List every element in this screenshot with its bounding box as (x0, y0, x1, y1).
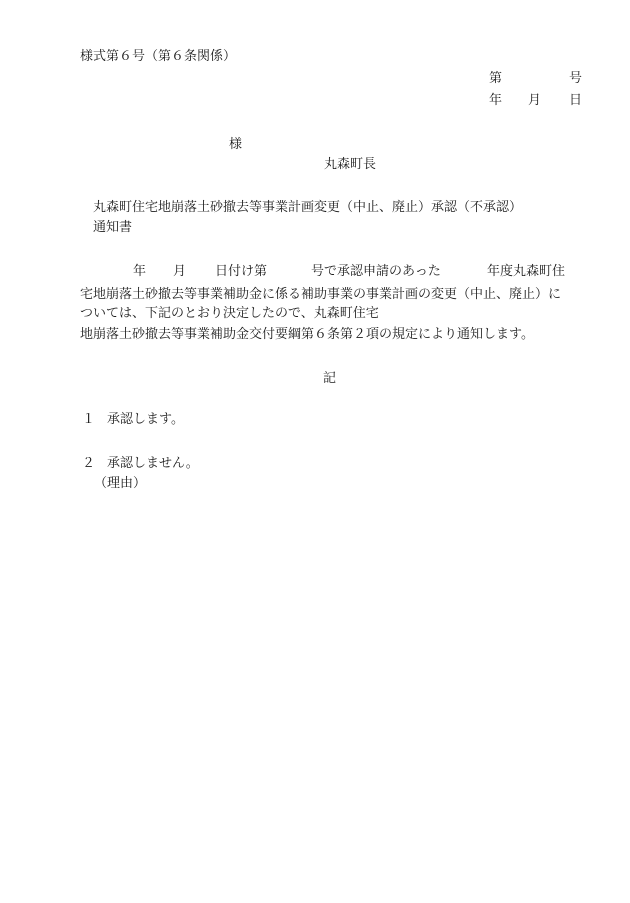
item-2-number: ２ (82, 456, 96, 471)
body-line-3: ついては、下記のとおり決定したので、丸森町住宅 (80, 306, 379, 321)
date-month-label: 月 (528, 93, 542, 108)
body-year-label: 年 (133, 264, 147, 279)
form-label: 様式第６号（第６条関係） (80, 49, 237, 64)
document-number-suffix: 号 (569, 71, 583, 86)
body-month-label: 月 (173, 264, 187, 279)
reason-label: （理由） (94, 476, 147, 491)
body-dated-number-label: 日付け第 (215, 264, 268, 279)
date-day-label: 日 (569, 93, 583, 108)
addressee-honorific: 様 (229, 137, 243, 152)
body-line-2: 宅地崩落土砂撤去等事業補助金に係る補助事業の事業計画の変更（中止、廃止）に (80, 287, 562, 302)
sender-name: 丸森町長 (324, 157, 377, 172)
item-2-text: 承認しません。 (107, 456, 199, 471)
item-1-text: 承認します。 (107, 412, 184, 427)
body-line-4: 地崩落土砂撤去等事業補助金交付要綱第６条第２項の規定により通知します。 (80, 327, 534, 342)
document-title-line-1: 丸森町住宅地崩落土砂撤去等事業計画変更（中止、廃止）承認（不承認） (93, 200, 523, 215)
document-title-line-2: 通知書 (93, 220, 133, 235)
ki-heading: 記 (323, 371, 337, 386)
body-fiscal-year-label: 年度丸森町住 (487, 264, 566, 279)
body-application-label: 号で承認申請のあった (311, 264, 441, 279)
document-number-prefix: 第 (489, 71, 503, 86)
date-year-label: 年 (489, 93, 503, 108)
item-1-number: １ (82, 412, 96, 427)
